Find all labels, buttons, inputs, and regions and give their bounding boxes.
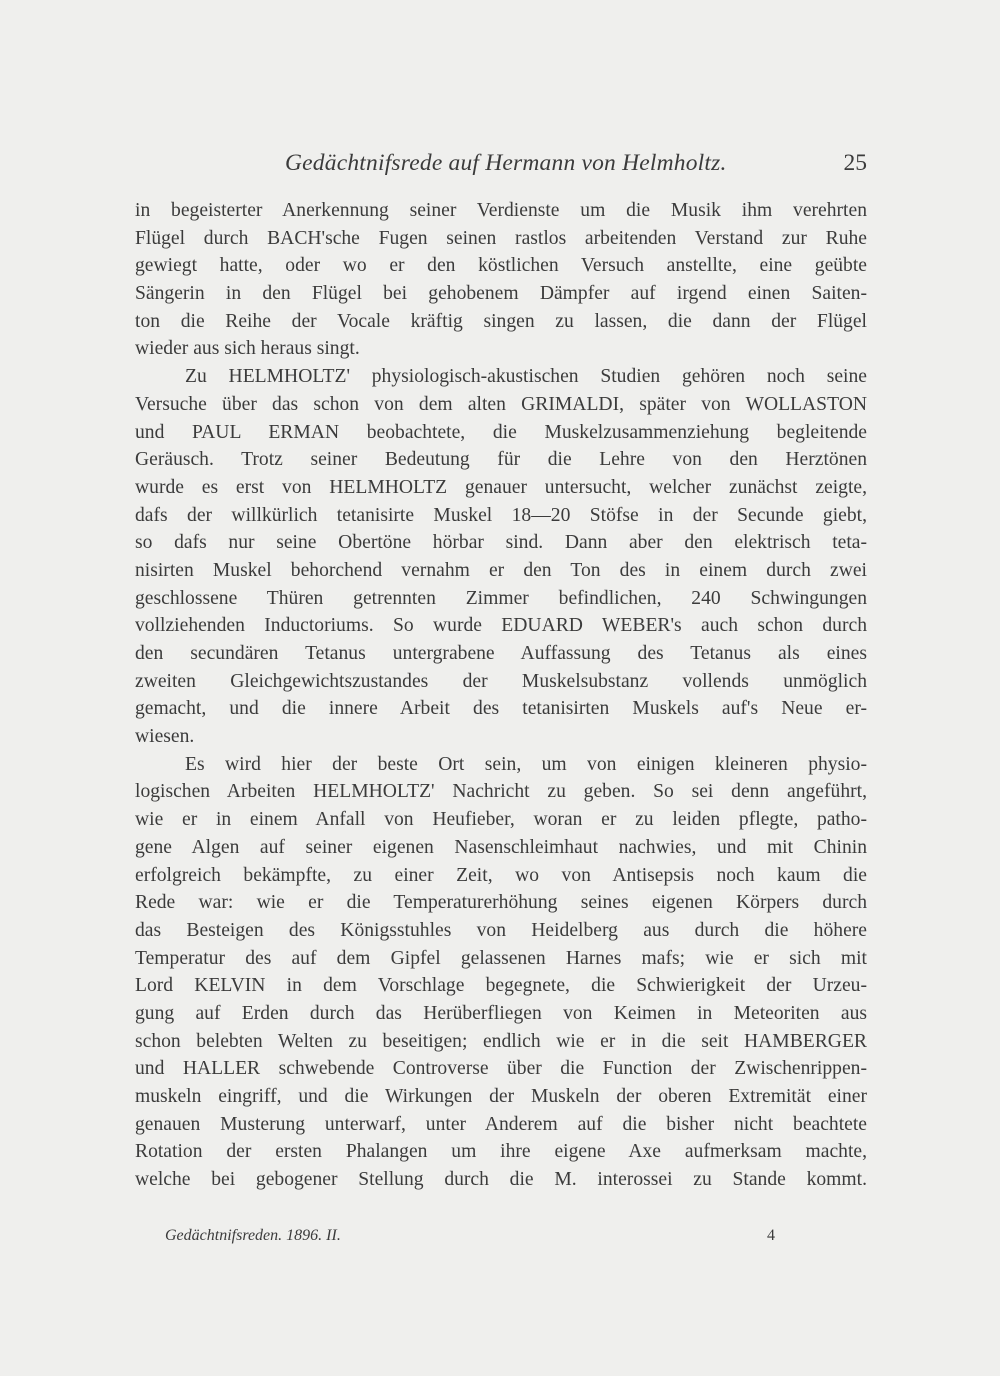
text-line: schon belebten Welten zu beseitigen; endlich wie er in die seit HAMBERGER bbox=[135, 1030, 867, 1052]
text-line: vollziehenden Inductoriums. So wurde EDUARD WEBER's auch schon durch bbox=[135, 615, 867, 637]
text-line: wiesen. bbox=[135, 726, 195, 748]
text-line: und HALLER schwebende Controverse über die Function der Zwischenrippen- bbox=[135, 1058, 867, 1080]
text-line: Flügel durch BACH'sche Fugen seinen rastlos arbeitenden Verstand zur Ruhe bbox=[135, 227, 867, 249]
page-header bbox=[135, 150, 867, 190]
text-line: muskeln eingriff, und die Wirkungen der Muskeln der oberen Extremität einer bbox=[135, 1086, 867, 1107]
text-line: Lord KELVIN in dem Vorschlage begegnete, die Schwierigkeit der Urzeu- bbox=[135, 975, 867, 997]
text-line: Temperatur des auf dem Gipfel gelassenen Harnes mafs; wie er sich mit bbox=[135, 947, 867, 969]
text-line: gung auf Erden durch das Herüberfliegen von Keimen in Meteoriten aus bbox=[135, 1002, 867, 1024]
footer-title: Gedächtnifsreden. 1896. II. bbox=[165, 1227, 341, 1244]
text-line: Zu HELMHOLTZ' physiologisch-akustischen Studien gehören noch seine bbox=[185, 366, 867, 388]
text-line: Rede war: wie er die Temperaturerhöhung seines eigenen Körpers durch bbox=[135, 892, 867, 914]
text-line: wieder aus sich heraus singt. bbox=[135, 338, 360, 360]
text-line: in begeisterter Anerkennung seiner Verdienste um die Musik ihm verehrten bbox=[135, 200, 867, 221]
text-line: wurde es erst von HELMHOLTZ genauer untersucht, welcher zunächst zeigte, bbox=[135, 476, 867, 498]
text-line: Rotation der ersten Phalangen um ihre eigene Axe aufmerksam machte, bbox=[135, 1141, 867, 1163]
text-line: den secundären Tetanus untergrabene Auffassung des Tetanus als eines bbox=[135, 643, 867, 664]
text-line: wie er in einem Anfall von Heufieber, woran er zu leiden pflegte, patho- bbox=[135, 809, 867, 831]
text-line: zweiten Gleichgewichtszustandes der Muskelsubstanz vollends unmöglich bbox=[135, 670, 867, 692]
signature-mark: 4 bbox=[767, 1227, 775, 1244]
text-line: das Besteigen des Königsstuhles von Heidelberg aus durch die höhere bbox=[135, 919, 867, 941]
text-line: Versuche über das schon von dem alten GRIMALDI, später von WOLLASTON bbox=[135, 393, 867, 415]
running-title: Gedächtnifsrede auf Hermann von Helmholtz. bbox=[285, 150, 727, 176]
body-text bbox=[135, 197, 867, 1194]
text-line: genauen Musterung unterwarf, unter Anderem auf die bisher nicht beachtete bbox=[135, 1113, 867, 1135]
text-line: Es wird hier der beste Ort sein, um von einigen kleineren physio- bbox=[185, 753, 867, 775]
text-line: Geräusch. Trotz seiner Bedeutung für die Lehre von den Herztönen bbox=[135, 449, 867, 471]
text-line: dafs der willkürlich tetanisirte Muskel 18—20 Stöfse in der Secunde giebt, bbox=[135, 504, 867, 526]
text-line: logischen Arbeiten HELMHOLTZ' Nachricht zu geben. So sei denn angeführt, bbox=[135, 781, 867, 803]
text-line: gemacht, und die innere Arbeit des tetanisirten Muskels auf's Neue er- bbox=[135, 698, 867, 720]
text-line: Sängerin in den Flügel bei gehobenem Dämpfer auf irgend einen Saiten- bbox=[135, 283, 867, 305]
text-line: ton die Reihe der Vocale kräftig singen zu lassen, die dann der Flügel bbox=[135, 310, 867, 332]
page-number: 25 bbox=[843, 150, 867, 176]
text-line: so dafs nur seine Obertöne hörbar sind. Dann aber den elektrisch teta- bbox=[135, 532, 867, 554]
text-line: nisirten Muskel behorchend vernahm er den Ton des in einem durch zwei bbox=[135, 559, 867, 581]
text-line: welche bei gebogener Stellung durch die M. interossei zu Stande kommt. bbox=[135, 1169, 867, 1191]
page-footer bbox=[165, 1227, 775, 1253]
text-line: geschlossene Thüren getrennten Zimmer befindlichen, 240 Schwingungen bbox=[135, 587, 867, 609]
text-line: gene Algen auf seiner eigenen Nasenschleimhaut nachwies, und mit Chinin bbox=[135, 836, 867, 858]
text-line: gewiegt hatte, oder wo er den köstlichen Versuch anstellte, eine geübte bbox=[135, 255, 867, 277]
text-line: erfolgreich bekämpfte, zu einer Zeit, wo von Antisepsis noch kaum die bbox=[135, 864, 867, 886]
text-line: und PAUL ERMAN beobachtete, die Muskelzusammenziehung begleitende bbox=[135, 421, 867, 443]
